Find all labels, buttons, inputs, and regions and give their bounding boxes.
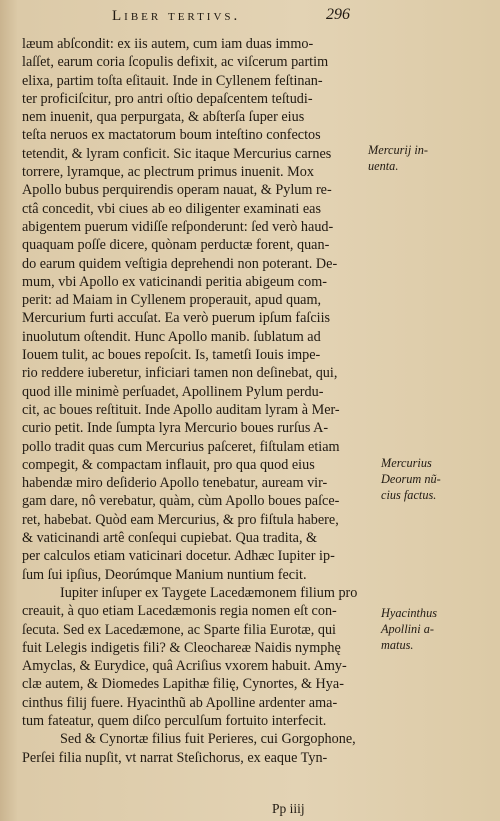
- text-line: clæ autem, & Diomedes Lapithæ filię, Cynortes, & Hya-: [22, 676, 344, 693]
- margin-note-line: Deorum nũ-: [381, 472, 441, 486]
- text-line: do earum quidem veſtigia deprehendi non poterant. De-: [22, 255, 338, 272]
- text-line: Perſei filia nupſit, vt narrat Steſichorus, ex eaque Tyn-: [22, 749, 328, 766]
- text-line: rio reddere iuberetur, inficiari tamen non deſinebat, qui,: [22, 365, 338, 382]
- text-line: laſſet, earum coria ſcopulis defixit, ac viſcerum partim: [22, 54, 329, 71]
- text-line: ſecuta. Sed ex Lacedæmone, ac Sparte filia Eurotæ, qui: [22, 621, 336, 638]
- text-line: teſta neruos ex mactatorum boum inteſtino confectos: [22, 127, 321, 144]
- text-line: quaquam poſſe dicere, quònam perductæ forent, quan-: [22, 237, 330, 254]
- text-line: inuolutum oſtendit. Hunc Apollo manib. ſublatum ad: [22, 328, 321, 345]
- text-line: nem inuenit, qua perpurgata, & abſterſa ſuper eius: [22, 109, 305, 126]
- text-line: mum, vbi Apollo ex vaticinandi peritia abigeum com-: [22, 273, 327, 290]
- text-line: perit: ad Maiam in Cyllenem properauit, apud quam,: [22, 292, 322, 309]
- margin-note-line: cius factus.: [381, 488, 437, 502]
- margin-note-line: Mercurius: [381, 456, 432, 470]
- text-line: Amyclas, & Eurydice, quâ Acriſius vxorem habuit. Amy-: [22, 658, 347, 675]
- text-line: ter proficiſcitur, pro antri oſtio depaſcentem teſtudi-: [22, 90, 313, 107]
- text-line: per calculos etiam vaticinari docetur. Adhæc Iupiter ip-: [22, 548, 335, 565]
- text-line: Sed & Cynortæ filius fuit Perieres, cui Gorgophone,: [60, 731, 356, 748]
- margin-note-line: matus.: [381, 638, 414, 652]
- text-line: torrere, lyramque, ac plectrum primus inuenit. Mox: [22, 164, 314, 181]
- text-line: elixa, partim toſta eſitauit. Inde in Cyllenem feſtinan-: [22, 72, 323, 89]
- text-line: creauit, à quo etiam Lacedæmonis regia nomen eſt con-: [22, 603, 337, 620]
- margin-note-mercury-inventions: [368, 142, 493, 174]
- text-line: Iupiter inſuper ex Taygete Lacedæmonem filium pro: [60, 584, 358, 601]
- margin-note-line: Hyacinthus: [381, 606, 438, 620]
- margin-note-hyacinthus: [381, 605, 491, 653]
- text-line: læum abſcondit: ex iis autem, cum iam duas immo-: [22, 36, 314, 52]
- signature-mark: Pp iiij: [272, 801, 305, 816]
- margin-note-mercury-messenger: [381, 455, 491, 503]
- text-line: quod ille minimè perſuadet, Apollinem Pylum perdu-: [22, 383, 324, 400]
- text-line: compegit, & compactam inflauit, pro qua quod eius: [22, 456, 315, 473]
- text-line: & vaticinandi artê conſequi cupiebat. Qua tradita, &: [22, 530, 318, 547]
- margin-note-line: uenta.: [368, 159, 399, 173]
- text-line: pollo tradit quas cum Mercurius paſceret, fiſtulam etiam: [22, 438, 340, 455]
- text-line: ſum ſui ipſius, Deorúmque Manium nuntium fecit.: [22, 566, 307, 583]
- text-line: tetendit, & lyram conficit. Sic itaque Mercurius carnes: [22, 145, 332, 162]
- running-head: Liber tertivs.: [112, 8, 241, 24]
- text-line: ctâ concedit, vbi ciues ab eo diligenter examinati eas: [22, 200, 321, 217]
- text-line: cit, ac boues reſtituit. Inde Apollo auditam lyram à Mer-: [22, 401, 340, 418]
- page-number: 296: [326, 6, 350, 23]
- text-line: ret, habebat. Quòd eam Mercurius, & pro fiſtula habere,: [22, 511, 339, 528]
- text-line: fuit Lelegis indigetis fili? & Cleochareæ Naidis nymphę: [22, 639, 341, 656]
- text-line: abigentem puerum vidiſſe reſponderunt: ſed verò haud-: [22, 218, 334, 235]
- margin-note-line: Apollini a-: [381, 622, 434, 636]
- text-line: cinthus filij fuere. Hyacinthũ ab Apolline ardenter ama-: [22, 694, 338, 711]
- text-line: Mercurium furti accuſat. Ea verò puerum ipſum faſciis: [22, 310, 331, 327]
- text-line: Apollo bubus perquirendis operam nauat, & Pylum re-: [22, 182, 332, 199]
- text-line: habendæ miro deſiderio Apollo tenebatur, auream vir-: [22, 475, 328, 492]
- main-text-block: [22, 35, 368, 767]
- text-line: curio petit. Inde ſumpta lyra Mercurio boues rurſus A-: [22, 420, 329, 437]
- margin-note-line: Mercurij in-: [368, 143, 428, 157]
- text-line: tum fateatur, quem diſco perculſum fortuito interfecit.: [22, 712, 327, 729]
- text-line: gam dare, nô verebatur, quàm, cùm Apollo boues paſce-: [22, 493, 340, 510]
- text-line: Iouem tulit, ac boues repoſcit. Is, tametſi Iouis impe-: [22, 347, 321, 364]
